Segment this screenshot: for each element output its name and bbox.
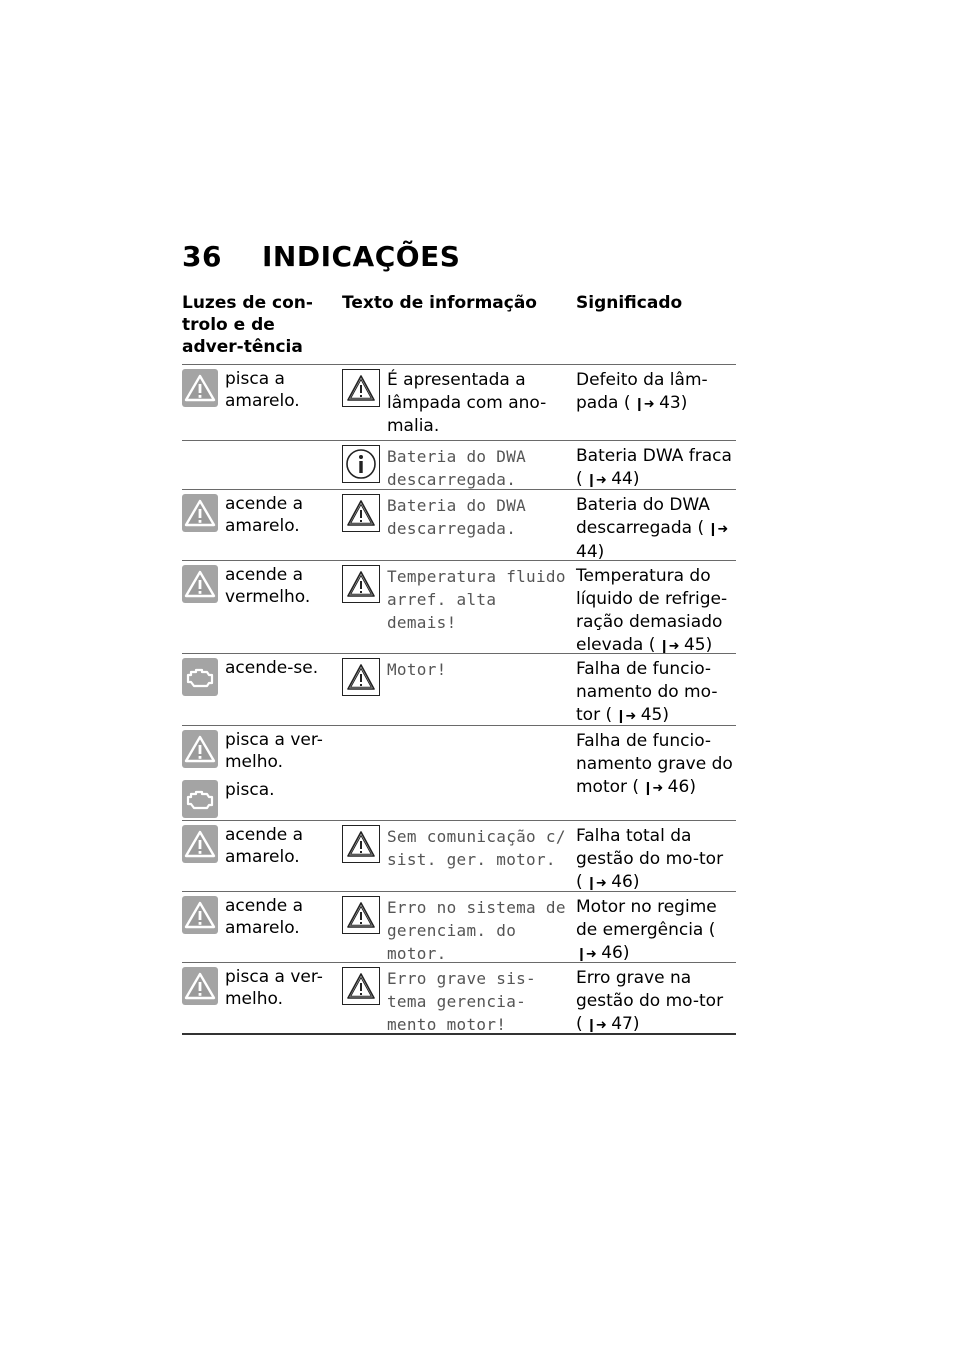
page-ref-number: 43 [659, 393, 681, 413]
meaning-text: Defeito da lâm-pada [576, 370, 708, 413]
column-header-lights: Luzes de con-trolo e de adver-tência [182, 293, 313, 357]
warning-triangle-icon [342, 825, 380, 863]
warning-triangle-icon [182, 565, 218, 603]
light-description: acende a vermelho. [225, 565, 311, 607]
meaning-text: Temperatura do líquido de refrige-ração demasiado elevada [576, 566, 728, 655]
info-text: Sem comunicação c/ sist. ger. motor. [387, 827, 566, 869]
page-ref-number: 47 [611, 1014, 633, 1034]
light-cell [182, 825, 337, 875]
table-header [182, 292, 736, 364]
meaning-cell [576, 730, 736, 800]
warning-triangle-icon [182, 967, 218, 1005]
meaning-cell [576, 896, 736, 966]
light-cell [182, 369, 337, 419]
page-reference[interactable]: ( ❙➜ 45) [643, 635, 713, 655]
arrow-right-icon: ❙➜ [658, 639, 679, 654]
info-text: Bateria do DWA descarregada. [387, 496, 527, 538]
meaning-cell [576, 658, 736, 728]
warning-triangle-icon [342, 565, 380, 603]
info-icon [342, 445, 380, 483]
warning-triangle-icon [182, 369, 218, 407]
light-description: acende a amarelo. [225, 825, 304, 867]
meaning-cell [576, 565, 736, 658]
meaning-cell [576, 494, 736, 564]
light-cell [182, 494, 337, 544]
meaning-cell [576, 369, 736, 416]
warning-triangle-icon [342, 658, 380, 696]
arrow-right-icon: ❙➜ [576, 947, 596, 962]
page-number: 36 [182, 240, 222, 273]
warning-triangle-icon [182, 494, 218, 532]
page-ref-number: 46 [611, 872, 633, 892]
light-cell [182, 730, 337, 824]
light-entry [182, 967, 337, 1017]
table-row [182, 962, 736, 1035]
meaning-text: Bateria DWA fraca [576, 446, 732, 466]
page-reference[interactable]: ( ❙➜ 46) [627, 777, 696, 797]
table-row [182, 653, 736, 725]
warning-triangle-icon [182, 730, 218, 768]
table-row [182, 725, 736, 820]
engine-icon [182, 780, 218, 818]
arrow-right-icon: ❙➜ [586, 473, 606, 488]
info-text: É apresentada a lâmpada com ano-malia. [387, 370, 547, 436]
table-body [182, 364, 736, 1035]
light-entry [182, 658, 337, 708]
meaning-text: Motor no regime de emergência [576, 897, 717, 940]
page-ref-number: 46 [667, 777, 690, 797]
light-description: pisca. [225, 780, 275, 800]
light-cell [182, 658, 337, 708]
arrow-right-icon: ❙➜ [586, 876, 606, 891]
page-title [182, 240, 460, 273]
meaning-cell [576, 967, 736, 1037]
page-reference[interactable]: ( ❙➜ 46) [576, 872, 640, 892]
table-row [182, 891, 736, 962]
engine-icon [182, 658, 218, 696]
table-row [182, 364, 736, 440]
table-row [182, 489, 736, 560]
info-text: Motor! [387, 660, 447, 679]
page-reference[interactable]: ( ❙➜ 47) [576, 1014, 640, 1034]
meaning-cell [576, 825, 736, 895]
column-header-info-text: Texto de informação [342, 293, 537, 313]
light-entry [182, 730, 337, 780]
table-row [182, 820, 736, 891]
info-text: Erro no sistema de gerenciam. do motor. [387, 898, 566, 963]
meaning-text: Bateria do DWA descarregada [576, 495, 710, 538]
info-text: Erro grave sis-tema gerencia-mento motor! [387, 969, 536, 1034]
meaning-text: Falha total da gestão do mo-tor [576, 826, 724, 869]
light-cell [182, 565, 337, 615]
light-entry [182, 369, 337, 419]
warning-triangle-icon [342, 369, 380, 407]
light-description: acende a amarelo. [225, 494, 304, 536]
warning-triangle-icon [342, 896, 380, 934]
light-cell [182, 967, 337, 1017]
arrow-right-icon: ❙➜ [707, 522, 728, 537]
light-entry [182, 896, 337, 946]
page-reference[interactable]: ( ❙➜ 43) [618, 393, 688, 413]
info-text: Temperatura fluido arref. alta demais! [387, 567, 566, 632]
page-reference[interactable]: ( ❙➜ 45) [600, 705, 669, 725]
light-entry [182, 825, 337, 875]
indicator-table [182, 292, 736, 1035]
meaning-text: Erro grave na gestão do mo-tor [576, 968, 724, 1011]
light-entry [182, 780, 337, 824]
light-description: pisca a ver-melho. [225, 730, 323, 772]
light-description: acende a amarelo. [225, 896, 304, 938]
arrow-right-icon: ❙➜ [633, 397, 654, 412]
light-description: acende-se. [225, 658, 319, 678]
warning-triangle-icon [182, 896, 218, 934]
light-cell [182, 896, 337, 946]
page-ref-number: 44 [611, 469, 633, 489]
meaning-cell [576, 445, 736, 492]
page-reference[interactable]: ( ❙➜ 44) [576, 518, 728, 562]
light-entry [182, 565, 337, 615]
warning-triangle-icon [342, 967, 380, 1005]
info-text: Bateria do DWA descarregada. [387, 447, 527, 489]
meaning-text: Falha de funcio-namento grave do motor [576, 731, 733, 797]
arrow-right-icon: ❙➜ [615, 709, 636, 724]
column-header-meaning: Significado [576, 293, 683, 313]
page-ref-number: 44 [576, 542, 598, 562]
light-description: pisca a amarelo. [225, 369, 300, 411]
page-ref-number: 46 [601, 943, 623, 963]
section-title: INDICAÇÕES [262, 240, 461, 273]
meaning-text: Falha de funcio-namento do mo-tor [576, 659, 718, 725]
arrow-right-icon: ❙➜ [586, 1018, 606, 1033]
page-ref-number: 45 [640, 705, 663, 725]
page-reference[interactable]: ( ❙➜ 46) [576, 920, 719, 963]
table-row [182, 440, 736, 489]
page-reference[interactable]: ( ❙➜ 44) [576, 469, 640, 489]
light-entry [182, 494, 337, 544]
arrow-right-icon: ❙➜ [642, 781, 663, 796]
light-description: pisca a ver-melho. [225, 967, 323, 1009]
page-ref-number: 45 [683, 635, 706, 655]
table-row [182, 560, 736, 653]
warning-triangle-icon [182, 825, 218, 863]
warning-triangle-icon [342, 494, 380, 532]
